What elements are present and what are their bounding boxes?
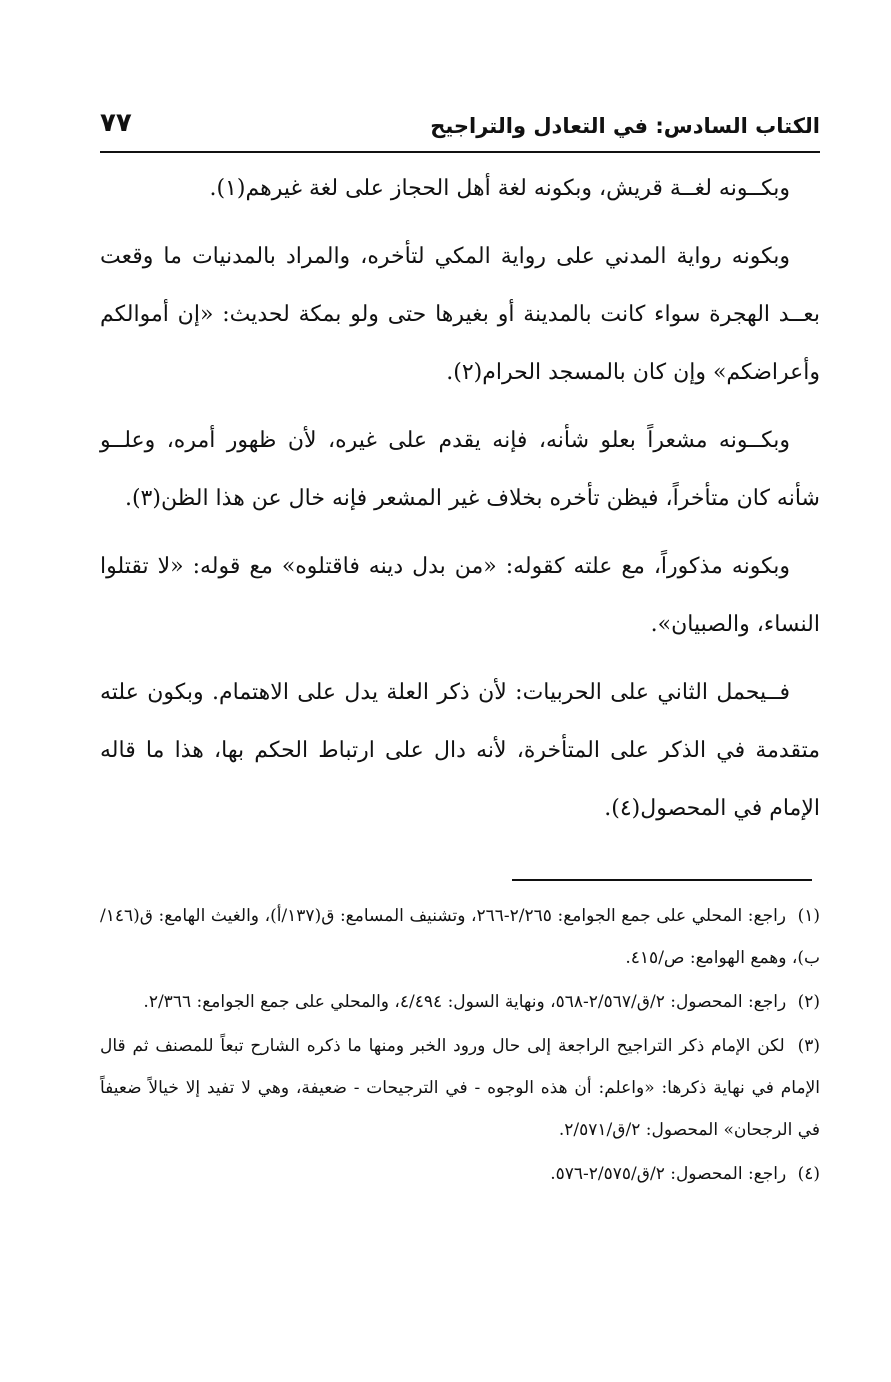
footnote-number: (٢)	[797, 992, 820, 1012]
main-text	[100, 160, 820, 848]
footnotes	[100, 895, 820, 1197]
footnote-text: لكن الإمام ذكر التراجيح الراجعة إلى حال ورود الخبر ومنها ما ذكره الشارح تبعاً للمصنف ثم قال الإمام في نهاية ذكرها: «واعلم: أن هذه الوجوه - في الترجيحات - ضعيفة، وهي لا تفيد إلا خيالاً ضعيفاً في الرجحان» المحصول: ٢/ق/٢/٥٧١.	[100, 1036, 820, 1140]
footnote-number: (٣)	[797, 1036, 820, 1056]
paragraph: وبكونه رواية المدني على رواية المكي لتأخره، والمراد بالمدنيات ما وقعت بعــد الهجرة سواء كانت بالمدينة أو بغيرها حتى ولو بمكة لحديث: «إن أموالكم وأعراضكم» وإن كان بالمسجد الحرام(٢).	[100, 244, 820, 385]
paragraph: وبكونه مذكوراً، مع علته كقوله: «من بدل دينه فاقتلوه» مع قوله: «لا تقتلوا النساء، والصبيان».	[100, 554, 820, 637]
paragraph: وبكــونه لغــة قريش، وبكونه لغة أهل الحجاز على لغة غيرهم(١).	[209, 176, 790, 201]
footnote-text: راجع: المحلي على جمع الجوامع: ٢/٢٦٥-٢٦٦، وتشنيف المسامع: ق(١٣٧/أ)، والغيث الهامع: ق(١٤٦/ب)، وهمع الهوامع: ص/٤١٥.	[100, 906, 820, 968]
header-rule	[100, 151, 820, 153]
footnote-number: (٤)	[797, 1164, 820, 1184]
paragraph: وبكــونه مشعراً بعلو شأنه، فإنه يقدم على غيره، لأن ظهور أمره، وعلــو شأنه كان متأخراً، فيظن تأخره بخلاف غير المشعر فإنه خال عن هذا الظن(٣).	[100, 428, 820, 511]
footnote-text: راجع: المحصول: ٢/ق/٢/٥٧٥-٥٧٦.	[550, 1164, 787, 1184]
footnote-separator	[512, 879, 812, 881]
footnote	[100, 895, 820, 979]
footnote-number: (١)	[797, 906, 820, 926]
page-number: ٧٧	[100, 108, 132, 138]
running-header	[100, 108, 820, 148]
footnote	[100, 1025, 820, 1151]
paragraph: فــيحمل الثاني على الحربيات: لأن ذكر العلة يدل على الاهتمام. وبكون علته متقدمة في الذكر على المتأخرة، لأنه دال على ارتباط الحكم بها، هذا ما قاله الإمام في المحصول(٤).	[100, 680, 820, 821]
footnote-text: راجع: المحصول: ٢/ق/٢/٥٦٧-٥٦٨، ونهاية السول: ٤/٤٩٤، والمحلي على جمع الجوامع: ٢/٣٦٦.	[143, 992, 787, 1012]
header-title: الكتاب السادس: في التعادل والتراجيح	[430, 114, 820, 138]
footnote	[100, 1153, 820, 1195]
footnote	[100, 981, 820, 1023]
